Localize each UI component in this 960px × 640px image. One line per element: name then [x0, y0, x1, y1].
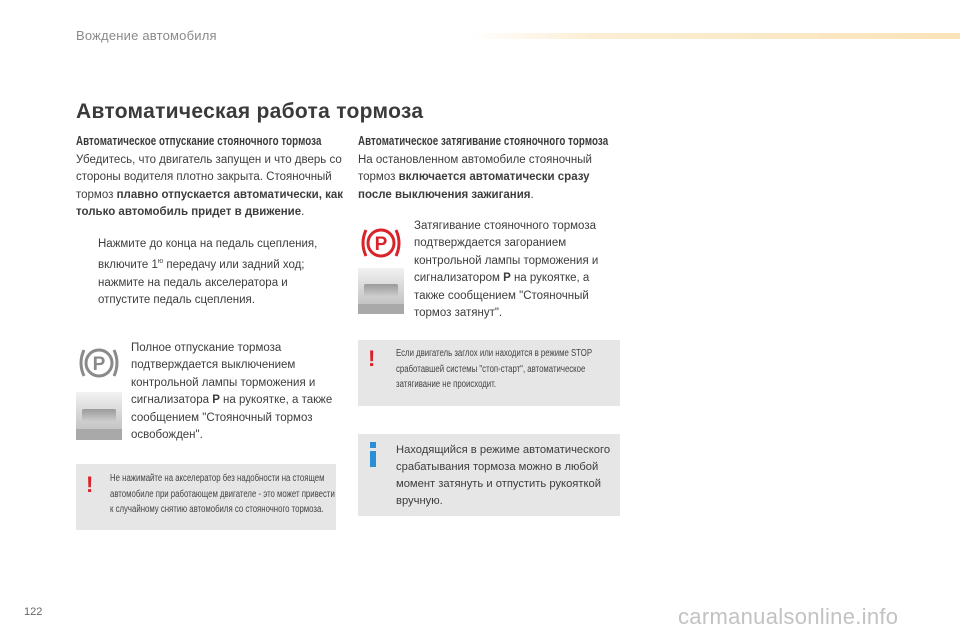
right-intro-text-1: На остановленном автомобиле стояночный тормоз: [358, 154, 592, 184]
section-header: Вождение автомобиля: [76, 28, 217, 43]
switch-shadow: [358, 304, 404, 314]
right-info-note: [358, 434, 620, 516]
left-step-text-1: Нажмите до конца на педаль сцепления, включите 1: [98, 238, 318, 272]
right-engage-text-2: на рукоятке, а также сообщением "Стояночный тормоз затянут".: [414, 272, 590, 320]
parking-brake-on-icon: [358, 224, 404, 262]
left-intro-text-2: Стояночный тормоз: [76, 171, 332, 201]
info-icon-dot: [370, 442, 376, 448]
info-icon-stem: [370, 451, 376, 467]
switch-slot: [364, 284, 399, 297]
right-warning-text: Если двигатель заглох или находится в режиме STOP сработавшей системы "стоп-старт", автоматическое затягивание не происходит.: [396, 348, 592, 390]
left-release-text-1: Полное отпускание тормоза подтверждается выключением контрольной лампы торможения и сигнализатора: [131, 342, 316, 407]
right-intro-bold: включается автоматически сразу после выключения зажигания: [358, 171, 590, 201]
switch-shadow: [76, 429, 122, 440]
parking-brake-on-letter: P: [374, 234, 388, 255]
right-engage-p: P: [503, 272, 511, 285]
left-section-heading: Автоматическое отпускание стояночного тормоза: [76, 134, 322, 148]
brake-switch-engaged-image: [358, 268, 404, 314]
right-warning-note: [358, 340, 620, 406]
brake-switch-released-image: [76, 392, 122, 440]
left-intro-end: .: [301, 206, 305, 219]
left-intro-bold: плавно отпускается автоматически, как только автомобиль придет в движение: [76, 188, 344, 219]
header-decor-bar: [470, 33, 960, 39]
left-step: [98, 236, 326, 309]
watermark: carmanualsonline.info: [678, 604, 899, 629]
left-intro-text-1: Убедитесь, что двигатель запущен и что дверь со стороны водителя плотно закрыта.: [76, 154, 342, 184]
left-release-text-2: на рукоятке, а также сообщением "Стояночный тормоз освобожден".: [131, 394, 333, 442]
parking-brake-off-letter: P: [92, 354, 106, 375]
right-info-text: Находящийся в режиме автоматического срабатывания тормоза можно в любой момент затянуть и отпустить рукояткой вручную.: [396, 444, 611, 507]
left-intro: [76, 152, 344, 222]
parking-brake-off-icon: [76, 344, 122, 382]
warning-icon: !: [86, 472, 94, 497]
right-intro: [358, 152, 624, 204]
left-release-text: [131, 340, 337, 444]
right-intro-end: .: [530, 188, 534, 201]
page-title: Автоматическая работа тормоза: [76, 100, 424, 123]
right-engage-text-1: Затягивание стояночного тормоза подтверждается загоранием контрольной лампы торможения и сигнализатором: [414, 220, 599, 285]
right-engage-text: [414, 218, 622, 322]
warning-icon: !: [368, 346, 376, 371]
right-section-heading: Автоматическое затягивание стояночного тормоза: [358, 134, 609, 148]
left-warning-note: [76, 464, 336, 530]
switch-slot: [82, 409, 117, 422]
left-step-sup: ю: [157, 258, 164, 266]
info-icon: [367, 442, 379, 466]
left-warning-text: Не нажимайте на акселератор без надобности на стоящем автомобиле при работающем двигателе - это может привести к случайному снятию автомобиля со стояночного тормоза.: [110, 473, 335, 515]
page-number: 122: [24, 606, 43, 618]
left-step-text-2: передачу или задний ход; нажмите на педаль акселератора и отпустите педаль сцепления.: [98, 259, 305, 307]
left-release-p: P: [212, 394, 220, 407]
